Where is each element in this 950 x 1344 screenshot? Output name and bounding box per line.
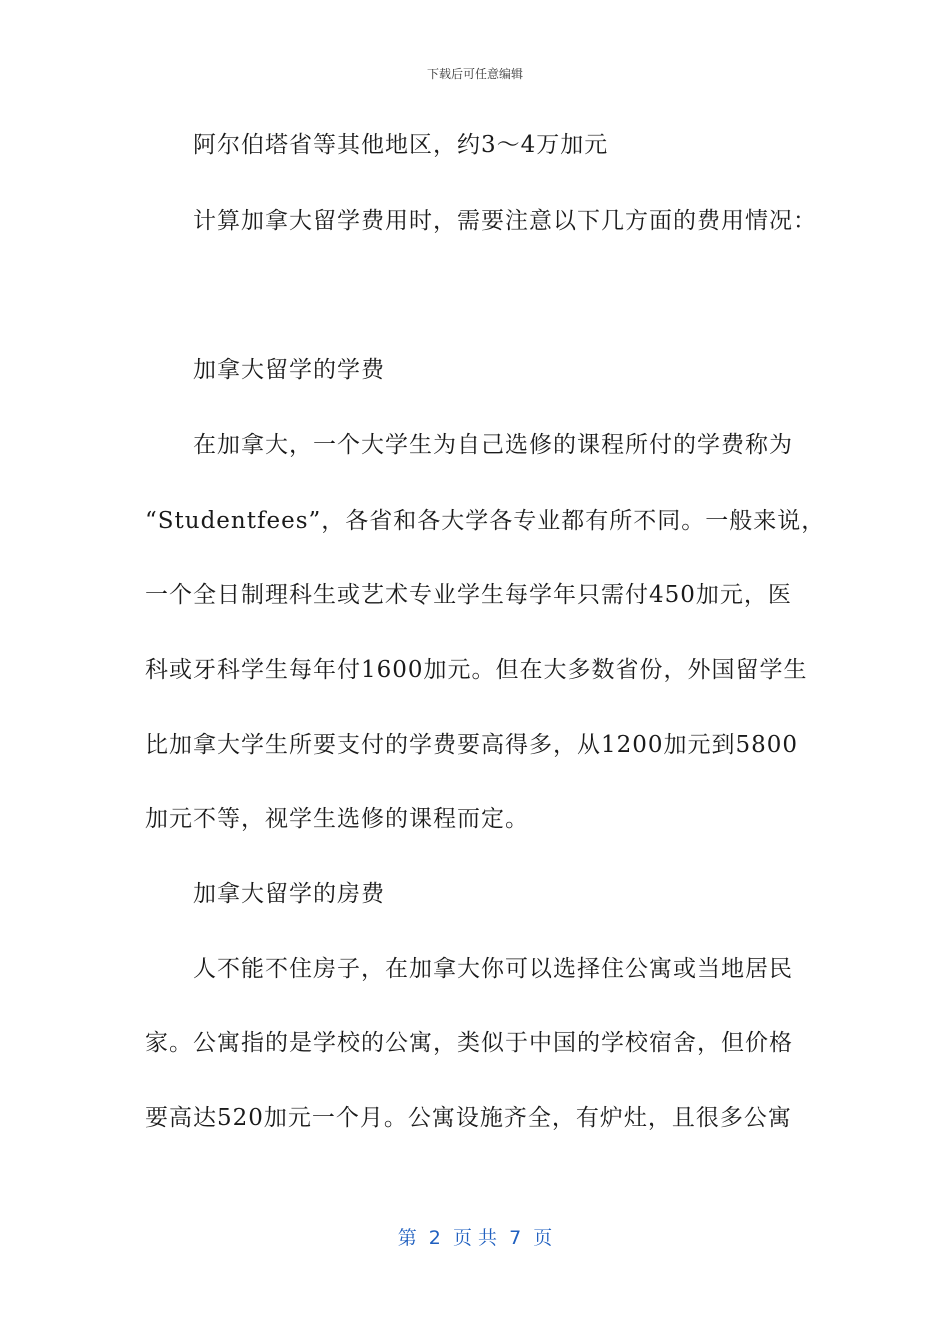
body-line-10: 家。公寓指的是学校的公寓，类似于中国的学校宿舍，但价格 [145, 1030, 793, 1056]
section-heading-tuition: 加拿大留学的学费 [193, 357, 385, 383]
section-heading-housing: 加拿大留学的房费 [193, 881, 385, 907]
page-header-note: 下载后可任意编辑 [426, 67, 523, 81]
body-line-2: 计算加拿大留学费用时，需要注意以下几方面的费用情况： [193, 208, 817, 234]
body-line-5: 一个全日制理科生或艺术专业学生每学年只需付450加元，医 [145, 582, 792, 608]
body-line-3: 在加拿大，一个大学生为自己选修的课程所付的学费称为 [193, 432, 793, 458]
body-line-11: 要高达520加元一个月。公寓设施齐全，有炉灶，且很多公寓 [145, 1105, 792, 1131]
page-number-footer: 第 2 页 共 7 页 [397, 1227, 553, 1249]
body-line-4: “Studentfees”，各省和各大学各专业都有所不同。一般来说， [145, 508, 826, 534]
body-line-1: 阿尔伯塔省等其他地区，约3～4万加元 [193, 132, 609, 158]
body-line-9: 人不能不住房子，在加拿大你可以选择住公寓或当地居民 [193, 956, 793, 982]
body-line-8: 加元不等，视学生选修的课程而定。 [145, 806, 529, 832]
body-line-6: 科或牙科学生每年付1600加元。但在大多数省份，外国留学生 [145, 657, 808, 683]
body-line-7: 比加拿大学生所要支付的学费要高得多，从1200加元到5800 [145, 732, 799, 758]
